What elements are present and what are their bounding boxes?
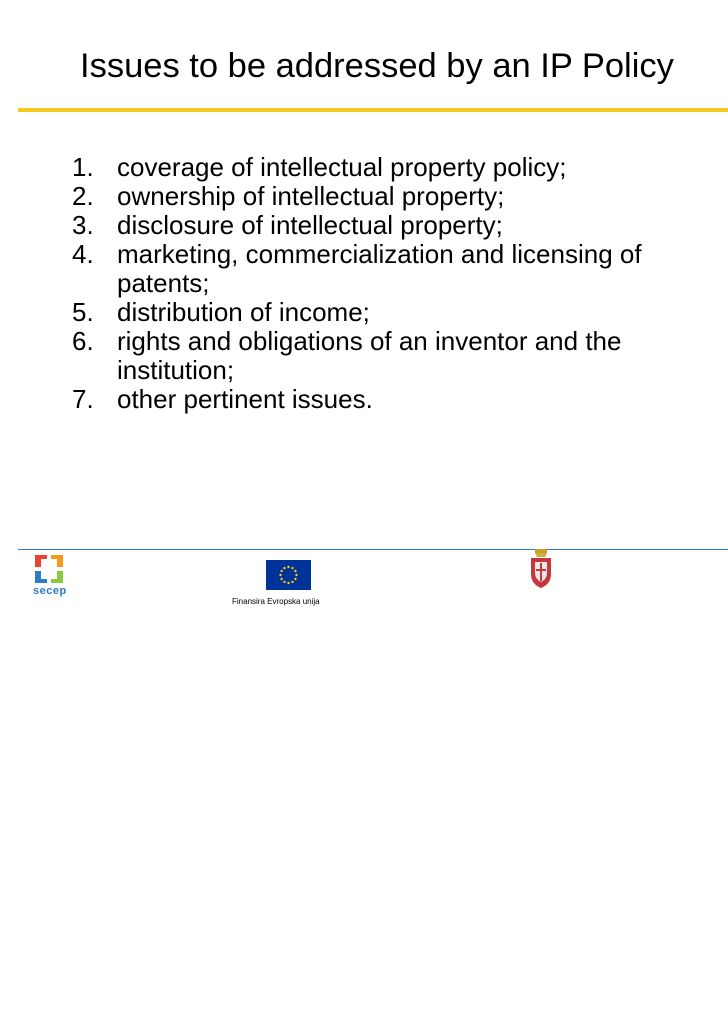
item-number: 6. [72, 326, 94, 356]
item-text: disclosure of intellectual property; [117, 210, 503, 240]
title-underline [18, 108, 728, 112]
item-text: ownership of intellectual property; [117, 181, 505, 211]
serbia-coat-of-arms-icon [528, 548, 554, 590]
item-number: 7. [72, 384, 94, 414]
item-number: 4. [72, 239, 94, 269]
list-item [72, 211, 728, 240]
list-item [72, 182, 728, 211]
secep-logo-text: secep [33, 585, 67, 597]
item-number: 1. [72, 152, 94, 182]
item-number: 2. [72, 181, 94, 211]
list-item [72, 240, 728, 298]
issues-list [72, 153, 728, 414]
list-item [72, 327, 728, 385]
item-text: marketing, commercialization and licensing of [117, 239, 642, 269]
list-item [72, 153, 728, 182]
eu-flag-icon [266, 560, 311, 590]
item-text: coverage of intellectual property policy; [117, 152, 567, 182]
item-text-continued: institution; [117, 355, 235, 385]
item-text: rights and obligations of an inventor and the [117, 326, 622, 356]
item-number: 5. [72, 297, 94, 327]
list-item [72, 298, 728, 327]
list-item [72, 385, 728, 414]
eu-funding-caption: Finansira Evropska unija [232, 597, 320, 606]
slide-title: Issues to be addressed by an IP Policy [80, 47, 674, 85]
item-text-continued: patents; [117, 268, 210, 298]
item-number: 3. [72, 210, 94, 240]
item-text: other pertinent issues. [117, 384, 373, 414]
footer-divider [18, 549, 728, 550]
item-text: distribution of income; [117, 297, 370, 327]
